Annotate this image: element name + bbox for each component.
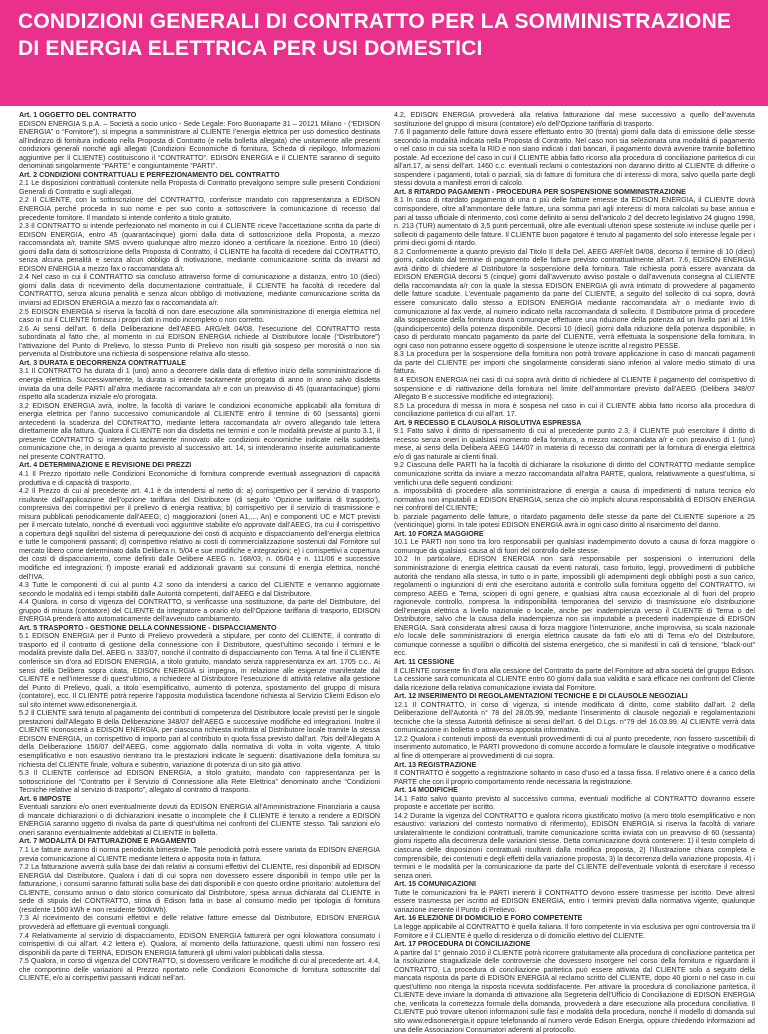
article-heading: Art. 17 PROCEDURA DI CONCILIAZIONE (394, 940, 531, 949)
document-title-line-1: CONDIZIONI GENERALI DI CONTRATTO PER LA SOMMINISTRAZIONE (18, 10, 732, 33)
document-title-line-2: DI ENERGIA ELETTRICA PER USI DOMESTICI (18, 37, 483, 60)
clause-paragraph: 2.2 Il CLIENTE, con la sottoscrizione del CONTRATTO, conferisce mandato con rappresentanza a EDISON ENERGIA perché proceda in suo nome e per suo conto a sottoscrivere la comunicazione di recesso dal precedente fornitore. Il mandato si intende conferito a titolo gratuito. (19, 196, 380, 222)
article-heading: Art. 16 ELEZIONE DI DOMICILIO E FORO COMPETENTE (394, 914, 583, 923)
clause-paragraph: 14.1 Fatto salvo quanto previsto al successivo comma, eventuali modifiche al CONTRATTO dovranno essere proposte e accettate per iscritto. (394, 794, 755, 812)
clause-paragraph: 4.2 Il Prezzo di cui al precedente art. 4.1 è da intendersi al netto di: a) corrispettivo per il servizio di trasporto risultante dall’applicazione dell’opzione tariffaria del Distributore (di seguito ‘Opzione tariffaria di trasporto’), comprensiva dei corrispettivi per il prelievo di energia reattiva; b) corrispettivo per il servizio di trasmissione e misura pubblicati periodicamente dall’AEEG; c) maggiorazioni (oneri A1,..., An) e componenti UC e MCT previsti per il mercato tutelato, nonché di eventuali voci aggiuntive stabilite e/o approvate dall’AEEG, tra cui il corrispettivo a copertura degli squilibri del sistema di perequazione dei costi di acquisto e dispacciamento dell’energia elettrica e tutte le componenti passanti; d) corrispettivo relativo ai costi di commercializzazione sostenuti dal Fornitore sul mercato libero come determinato dalla Delibera n. 5/04 e sue modifiche e integrazioni; e) i corrispettivi a copertura dei costi di dispacciamento, come definiti dalle Delibere AEEG n. 168/03, n. 05/04 e n. 111/06 e successive modifiche ed integrazioni; f) imposte erariali ed addizionali gravanti sui consumi di energia elettrica, nonché dell’IVA. (19, 487, 380, 581)
clause-paragraph: 7.5 Qualora, in corso di vigenza del CONTRATTO, si dovessero verificare le modifiche di cui al precedente art. 4.4, che comportino delle variazioni al Prezzo riportato nelle Condizioni Economiche di fornitura sottoscritte dal CLIENTE, e/o ai corrispettivi passanti indicati nell’art. (19, 957, 380, 983)
clause-paragraph: 8.5 La procedura di messa in mora è sospesa nel caso in cui il CLIENTE abbia fatto ricorso alla procedura di conciliazione paritetica di cui all’art. 17. (394, 401, 755, 419)
clause-paragraph: 5.1 EDISON ENERGIA per il Punto di Prelievo provvederà a stipulare, per conto del CLIENTE, il contratto di trasporto ed il contratto di gestione della connessione con il Distributore, quest’ultimo secondo i termini e le modalità previste dalla Del. AEEG n. 333/07, nonché il contratto di dispacciamento con Terna. A tal fine il CLIENTE conferisce sin d’ora ad EDISON ENERGIA, a titolo gratuito, mandato senza rappresentanza ex art. 1705 c.c.. Ai sensi della Delibera sopra citata, EDISON ENERGIA si impegna, in relazione alle esigenze manifestate dal CLIENTE e nell’interesse di quest’ultimo, a richiedere al Distributore l’esecuzione di attività relative alla gestione del Punto di Prelievo, quali, a titolo esemplificativo, aumento di potenza, spostamento del gruppo di misura (contatore), ecc. Il CLIENTE potrà reperire l’apposita modulistica facendone richiesta al Servizio Clienti Edison e/o sul sito internet www.edisonenergia.it. (19, 632, 380, 709)
clause-paragraph: a. impossibilità di procedere alla somministrazione di energia a causa di impedimenti di natura tecnica e/o normativa non imputabili a EDISON ENERGIA, senza che ciò implichi alcuna responsabilità di EDISON ENERGIA nei confronti del CLIENTE; (394, 487, 755, 513)
clause-paragraph: 7.6 Il pagamento delle fatture dovrà essere effettuato entro 30 (trenta) giorni dalla data di emissione delle stesse secondo la modalità indicata nella Proposta di Contratto. Nel caso non sia selezionata una modalità di pagamento o nel caso in cui sia scelta la RID e non siano indicati i dati bancari, il pagamento dovrà avvenire tramite bollettino postale. Ad eccezione del caso in cui il CLIENTE abbia fatto ricorso alla procedura di conciliazione paritetica di cui all’art.17, ai sensi dell’art. 1460 c.c. eventuali reclami o contestazioni non daranno diritto al CLIENTE di differire o sospendere i pagamenti, totali o parziali, sia di fatture di fornitura che di interessi di mora, salvo quella parte degli stessi dovuta a manifesti errori di calcolo. (394, 128, 755, 188)
article-heading: Art. 4 DETERMINAZIONE E REVISIONE DEI PREZZI (19, 461, 192, 470)
clause-paragraph: 2.5 EDISON ENERGIA si riserva la facoltà di non dare esecuzione alla somministrazione di energia elettrica nel caso in cui il CLIENTE fornisca i propri dati in modo incompleto o non corretto. (19, 307, 380, 325)
clause-paragraph: b. parziale pagamento delle fatture, o ritardato pagamento delle stesse da parte del CLIENTE superiore a 25 (venticinque) giorni. In tale ipotesi EDISON ENERGIA avrà in ogni caso diritto al risarcimento del danno. (394, 512, 755, 530)
clause-paragraph: 7.2 La fatturazione avverrà sulla base dei dati relativi ai consumi effettivi del CLIENTE, resi disponibili ad EDISON ENERGIA dal Distributore. Qualora i dati di cui sopra non dovessero essere disponibili in tempo utile per la fatturazione, i consumi saranno fatturati sulla base dei dati disponibili e con questo ordine prioritario: autolettura del CLIENTE, consumo annuo o dato storico comunicato dal Distributore, spesa annua dichiarata dal CLIENTE in sede di stipula del CONTRATTO, stima di Edison fatta in base al consumo medio per tipologia di fornitura (residente 1500 kWh e non residente 500kWh). (19, 863, 380, 914)
article-heading: Art. 8 RITARDO PAGAMENTI - PROCEDURA PER SOSPENSIONE SOMMINISTRAZIONE (394, 187, 686, 196)
article-heading: Art. 15 COMUNICAZIONI (394, 880, 476, 889)
clause-paragraph: 9.2 Ciascuna delle PARTI ha la facoltà di dichiarare la risoluzione di diritto del CONTRATTO mediante semplice comunicazione scritta da inviare a mezzo raccomandata all’altra PARTE, qualora, relativamente a quest’ultima, si verifichi una delle seguenti condizioni: (394, 461, 755, 487)
clause-paragraph: 10.2 In particolare, EDISON ENERGIA non sarà responsabile per sospensioni o interruzioni della somministrazione di energia elettrica causati da eventi naturali, caso fortuito, leggi, provvedimenti di pubbliche autorità che rendano alla stessa, in tutto o in parte, impossibili gli adempimenti degli obblighi posti a suo carico, regolamenti o ingiunzioni di enti che esercitano autorità e controllo sulla fornitura oggetto del CONTRATTO, ivi compreso AEEG e Terna, scioperi di ogni genere, e qualsiasi altra causa eccezionale al di fuori del proprio ragionevole controllo, compresa la indisponibilità temporanea del servizio di trasmissione e/o distribuzione dell’energia elettrica a livello nazionale o locale, anche per inadempienza verso il CLIENTE di Terna o del Distributore, salvo che la causa della inadempienza non sia imputabile a precedenti inadempienze di EDISON ENERGIA. Sarà considerata altresì causa di forza maggiore l’interruzione, anche improvvisa, su scala nazionale e/o locale delle somministrazioni di energia elettrica causate da fatti e/o atti di Terna e/o del Distributore, comunque connesse a squilibri o difficoltà del sistema energetico, che si manifesti in cali di tensione, “black-out” ecc. (394, 555, 755, 658)
clause-paragraph: 7.3 Al ricevimento dei consumi effettivi e delle relative fatture emesse dal Distributore, EDISON ENERGIA provvederà ad effettuare gli eventuali conguagli. (19, 914, 380, 931)
article-heading: Art. 1 OGGETTO DEL CONTRATTO (19, 111, 137, 119)
article-heading: Art. 5 TRASPORTO - GESTIONE DELLA CONNESSIONE - DISPACCIAMENTO (19, 623, 277, 632)
article-heading: Art. 9 RECESSO E CLAUSOLA RISOLUTIVA ESPRESSA (394, 418, 582, 427)
article-heading: Art. 3 DURATA E DECORRENZA CONTRATTUALE (19, 358, 186, 367)
clause-paragraph: 12.2 Qualora i contenuti imposti da eventuali provvedimenti di cui al punto precedente, non fossero suscettibili di inserimento automatico, le PARTI provvedono di comune accordo a formulare le clausole integrative o modificative al fine di ottemperare ai provvedimenti di cui sopra. (394, 734, 755, 761)
clause-paragraph: 8.4 EDISON ENERGIA nei casi di cui sopra avrà diritto di richiedere al CLIENTE il pagamento del corrispettivo di sospensione e di riattivazione della fornitura nel limite dell’ammontare previsto dall’AEEG (Delibera 348/07 Allegato B e successive modifiche ed integrazioni). (394, 375, 755, 402)
clause-paragraph: Il CLIENTE consente fin d’ora alla cessione del Contratto da parte del Fornitore ad altra società del gruppo Edison. La cessione sarà comunicata al CLIENTE entro 60 giorni dalla sua validità e sarà efficace nei confronti del Cliente dalla ricezione della relativa comunicazione inviata dal Fornitore. (394, 666, 755, 692)
clause-paragraph: 12.1 Il CONTRATTO, in corso di vigenza, si intende modificato di diritto, come stabilito dall’art. 2 della Deliberazione dell’Autorità n° 78 del 28.05.99, mediante l’inserimento di clausole negoziali e regolamentazioni tecniche che la stessa Autorità definisce ai sensi dell’art. 6 del D.Lgs. n°79 del 16.03.99. Al CLIENTE verrà data comunicazione in bolletta o attraverso apposita informativa. (394, 700, 755, 735)
clause-paragraph: 2.4 Nel caso in cui il CONTRATTO sia concluso attraverso forme di comunicazione a distanza, entro 10 (dieci) giorni dalla data di ricevimento della documentazione contrattuale, il CLIENTE ha facoltà di recedere dal CONTRATTO, senza alcuna penalità e senza alcun obbligo di motivazione, mediante comunicazione scritta da inviarsi ad EDISON ENERGIA a mezzo fax o raccomandata a/r. (19, 273, 380, 308)
clause-paragraph: 4.2, EDISON ENERGIA provvederà alla relativa fatturazione dal mese successivo a quello dell’avvenuta sostituzione del gruppo di misura (contatore) e/o dell’Opzione tariffaria di trasporto. (394, 111, 755, 128)
clause-paragraph: 2.6 Ai sensi dell’art. 6 della Deliberazione dell’AEEG ARG/elt 04/08, l’esecuzione del CONTRATTO resta subordinata al fatto che, al momento in cui EDISON ENERGIA richiede al Distributore locale (“Distributore”) l’attivazione del Punto di Prelievo, lo stesso Punto di Prelievo non risulti già sospeso per morosità o non sia pervenuta al Distributore una richiesta di sospensione relativa allo stesso. (19, 324, 380, 359)
clause-paragraph: 8.3 La procedura per la sospensione della fornitura non potrà trovare applicazione in caso di mancati pagamenti da parte del CLIENTE per importi che singolarmente considerati siano inferiori al valore medio stimato di una fattura. (394, 350, 755, 376)
clause-paragraph: EDISON ENERGIA S.p.A. – Società a socio unico - Sede Legale: Foro Buonaparte 31 – 20121 Milano - (“EDISON ENERGIA” o “Fornitore”), si impegna a somministrare al CLIENTE l’energia elettrica per uso domestico destinata all’indirizzo di fornitura indicato nella Proposta di Contratto (e nella bolletta allegata) che unitamente alle presenti condizioni generali nonché agli allegati (Condizioni Economiche di fornitura, Scheda di riepilogo, Informazioni aggiuntive per il CLIENTE) costituiscono il “CONTRATTO”. EDISON ENERGIA e il CLIENTE saranno di seguito denominati singolarmente “PARTE” e congiuntamente “PARTI”. (19, 119, 380, 171)
article-heading: Art. 11 CESSIONE (394, 658, 455, 666)
article-heading: Art. 7 MODALITÀ DI FATTURAZIONE E PAGAMENTO (19, 837, 196, 846)
article-heading: Art. 12 INSERIMENTO DI REGOLAMENTAZIONI TECNICHE E DI CLAUSOLE NEGOZIALI (394, 692, 688, 701)
clause-paragraph: 8.1 In caso di ritardato pagamento di una o più delle fatture emesse da EDISON ENERGIA, il CLIENTE dovrà corrispondere, oltre all’ammontare delle fatture, una somma pari agli interessi di mora calcolati su base annua e pari al tasso ufficiale di riferimento, così come definito ai sensi dell’articolo 2 del decreto legislativo 24 giugno 1998, n. 213 (TUR) aumentato di 3,5 punti percentuali, oltre alle eventuali ulteriori spese sostenute ivi incluse quelle per i solleciti di pagamento delle fatture. Il CLIENTE buon pagatore è tenuto al pagamento del solo interesse legale per i primi dieci giorni di ritardo. (394, 196, 755, 248)
header-banner (0, 0, 768, 106)
article-heading: Art. 13 REGISTRAZIONE (394, 760, 477, 769)
clause-paragraph: 4.4 Qualora, in corso di vigenza del CONTRATTO, si verificasse una sostituzione, da parte del Distributore, del gruppo di misura (contatore) del CLIENTE da integratore a orario e/o dell’Opzione tariffaria di trasporto, EDISON ENERGIA prenderà atto automaticamente dell’avvenuto cambiamento. (19, 598, 380, 624)
clause-paragraph: 2.1 Le disposizioni contrattuali contenute nella Proposta di Contratto prevalgono sempre sulle presenti Condizioni Generali di Contratto e sugli allegati. (19, 179, 380, 196)
article-heading: Art. 2 CONDIZIONI CONTRATTUALI E PERFEZIONAMENTO DEL CONTRATTO (19, 170, 280, 179)
clause-paragraph: La legge applicabile al CONTRATTO è quella italiana. Il foro competente in via esclusiva per ogni controversia tra il Fornitore e il CLIENTE è quello di residenza o di domicilio elettivo del CLIENTE. (394, 922, 755, 940)
clause-paragraph: 9.1 Fatto salvo il diritto di ripensamento di cui al precedente punto 2.3, il CLIENTE può esercitare il diritto di recesso senza oneri in qualsiasi momento della fornitura, a mezzo raccomandata a/r e con preavviso di 1 (uno) mese, ai sensi della Delibera AEEG 144/07 in materia di recesso dai contratti per la fornitura di energia elettrica e/o di gas naturale ai clienti finali. (394, 427, 755, 461)
clause-paragraph: 5.2 Il CLIENTE sarà tenuto al pagamento dei contributi di competenza del Distributore locale previsti per le singole prestazioni dall’Allegato B della Deliberazione 348/07 dell’AEEG e successive modifiche ed integrazioni. Inoltre il CLIENTE riconoscerà a EDISON ENERGIA, per ciascuna richiesta inoltrata al Distributore locale tramite la stessa EDISON ENERGIA, un corrispettivo di importo pari al contributo in quota fissa previsto dall’art. 7bis dell’Allegato A della Deliberazione 156/07 dell’AEEG, come aggiornato dalla normativa di volta in volta vigente. A titolo esemplificativo e non esaustivo rientrano tra le prestazioni indicate le seguenti: disattivazione della fornitura su richiesta del CLIENTE finale, voltura e subentro, variazione di potenza di un sito già attivo. (19, 709, 380, 769)
clause-paragraph: 4.3 Tutte le componenti di cui al punto 4.2 sono da intendersi a carico del CLIENTE e verranno aggiornate secondo le modalità ed i tempi stabiliti dalle Autorità competenti, dall’AEEG e dal Distributore. (19, 581, 380, 598)
clause-paragraph: Eventuali sanzioni e/o oneri eventualmente dovuti da EDISON ENERGIA all’Amministrazione Finanziaria a causa di mancate dichiarazioni o di dichiarazioni inesatte o incomplete che il CLIENTE è tenuto a rendere a EDISON ENERGIA saranno oggetto di rivalsa da parte di quest’ultima nei confronti del CLIENTE stesso. Tali sanzioni e/o oneri saranno eventualmente addebitati al CLIENTE in bolletta. (19, 803, 380, 837)
contract-body (0, 106, 768, 1034)
clause-paragraph: 3.1 Il CONTRATTO ha durata di 1 (uno) anno a decorrere dalla data di effettivo inizio della somministrazione di energia elettrica. Successivamente, la durata si intende tacitamente prorogata di anno in anno salvo disdetta inviata da una delle PARTI all’altra mediante raccomandata a/r e con un preavviso di 45 (quarantacinque) giorni rispetto alla scadenza iniziale e/o prorogata. (19, 367, 380, 402)
clause-paragraph: 7.4 Relativamente al servizio di dispacciamento, EDISON ENERGIA fatturerà per ogni kilowattora consumato i corrispettivi di cui all’art. 4.2 lettera e). Qualora, al momento della fatturazione, questi ultimi non fossero resi disponibili da parte di TERNA, EDISON ENERGIA fatturerà gli ultimi valori pubblicati dalla stessa. (19, 931, 380, 957)
clause-paragraph: 7.1 Le fatture avranno di norma periodicità bimestrale. Tale periodicità potrà essere variata da EDISON ENERGIA previa comunicazione al CLIENTE mediante lettera o apposita nota in fattura. (19, 846, 380, 863)
clause-paragraph: Tutte le comunicazioni fra le PARTI inerenti il CONTRATTO devono essere trasmesse per iscritto. Deve altresì essere trasmessa per iscritto ad EDISON ENERGIA, entro i termini previsti dalla normativa vigente, qualunque variazione inerente il Punto di Prelievo. (394, 888, 755, 914)
clause-paragraph: 10.1 Le PARTI non sono tra loro responsabili per qualsiasi inadempimento dovuto a causa di forza maggiore o comunque da qualsiasi causa al di fuori del controllo delle stesse. (394, 538, 755, 555)
clause-paragraph: 2.3 Il CONTRATTO si intende perfezionato nel momento in cui il CLIENTE riceve l’accettazione scritta da parte di EDISON ENERGIA, entro 45 (quarantacinque) giorni dalla data di sottoscrizione della Proposta, a mezzo raccomandata a/r, tramite SMS ovvero qualunque altro mezzo idoneo a certificare la ricezione. Entro 10 (dieci) giorni dalla data di sottoscrizione della Proposta di Contratto, il CLIENTE ha facoltà di recedere dal CONTRATTO, senza alcuna penalità e senza alcun obbligo di motivazione, mediante comunicazione scritta da inviarsi ad EDISON ENERGIA a mezzo fax o raccomandata a/r. (19, 222, 380, 273)
article-heading: Art. 14 MODIFICHE (394, 786, 458, 795)
clause-paragraph: 3.2 EDISON ENERGIA avrà, inoltre, la facoltà di variare le condizioni economiche applicabili alla fornitura di energia elettrica per l’anno successivo comunicandole al CLIENTE entro il termine di 60 (sessanta) giorni antecedenti la scadenza del CONTRATTO, mediante lettera raccomandata a/r ovvero allegando tale lettera direttamente alla fattura. Qualora il CLIENTE non dia disdetta nei termini e con le modalità previste al punto 3.1, il presente CONTRATTO si intenderà tacitamente rinnovato alle condizioni economiche indicate nella suddetta comunicazione che, in deroga a quanto previsto al successivo art. 14, si intenderanno inserite automaticamente nel presente CONTRATTO. (19, 401, 380, 461)
clause-paragraph: Il CONTRATTO è soggetto a registrazione soltanto in caso d’uso ed a tassa fissa. Il relativo onere è a carico della PARTE che con il proprio comportamento rende necessaria la registrazione. (394, 769, 755, 786)
right-column (394, 111, 755, 1034)
clause-paragraph: 4.1 Il Prezzo riportato nelle Condizioni Economiche di fornitura comprende eventuali assegnazioni di capacità produttiva e di capacità di trasporto. (19, 469, 380, 487)
left-column (19, 111, 380, 986)
clause-paragraph: 14.2 Durante la vigenza del CONTRATTO e qualora ricorra giustificato motivo (a mero titolo esemplificativo e non esaustivo: variazioni del contesto normativo di riferimento), EDISON ENERGIA si riserva la facoltà di variare unilateralmente le condizioni contrattuali, tramite comunicazione scritta inviata con un preavviso di 60 (sessanta) giorni rispetto alla decorrenza delle variazioni stesse. Detta comunicazione dovrà contenere: 1) il testo completo di ciascuna delle disposizioni contrattuali risultanti dalla modifica proposta, 2) l’illustrazione chiara completa e comprensibile, dei contenuti e degli effetti della variazione proposta, 3) la decorrenza della variazione proposta, 4) i termini e le modalità per la comunicazione da parte del CLIENTE dell’eventuale volontà di esercitare il recesso senza oneri. (394, 811, 755, 880)
clause-paragraph: 5.3 Il CLIENTE conferisce ad EDISON ENERGIA, a titolo gratuito, mandato con rappresentanza per la sottoscrizione del “Contratto per il Servizio di Connessione alla Rete Elettrica” denominato anche “Condizioni Tecniche relative al servizio di trasporto”, allegato al contratto di trasporto. (19, 769, 380, 795)
article-heading: Art. 10 FORZA MAGGIORE (394, 529, 484, 538)
article-heading: Art. 6 IMPOSTE (19, 794, 72, 803)
clause-paragraph: A partire dal 1° gennaio 2010 il CLIENTE potrà ricorrere gratuitamente alla procedura di conciliazione paritetica per la risoluzione stragiudiziale delle controversie che dovessero insorgere nel corso della fornitura e riguardanti il CONTRATTO. La procedura di conciliazione paritetica può essere attivata dal CLIENTE solo a seguito della mancata risposta da parte di EDISON ENERGIA al reclamo scritto del CLIENTE, dopo 40 giorni o nel caso in cui quest’ultimo non ritenga la risposta ricevuta soddisfacente. Per attivare la procedura di conciliazione paritetica, il CLIENTE deve inviare la domanda di attivazione alla Segreteria dell’Ufficio di Conciliazione di EDISON ENERGIA che, verificata la correttezza formale della domanda, provvederà a dare esecuzione alla procedura conciliativa. Il CLIENTE può trovare ulteriori informazioni sulle fasi e modalità della procedura, nonché il modello di domanda sul sito www.edisonenergia.it oppure telefonando al numero verde Edison Energia, oppure chiedendo informazioni ad una delle Associazioni Consumatori aderenti al protocollo. (394, 948, 755, 1034)
clause-paragraph: 8.2 Conformemente a quanto previsto dal Titolo II della Del. AEEG ARF/elt 04/08, decorso il termine di 10 (dieci) giorni, calcolato dal termine di pagamento delle fatture previsto contrattualmente all’art. 7.6, EDISON ENERGIA avrà diritto di chiedere al Distributore la sospensione della fornitura. Tale richiesta potrà essere avanzata da EDISON ENERGIA decorsi 5 (cinque) giorni dall’avvenuto avviso postale o dall’avvenuta consegna al CLIENTE della raccomandata a/r con la quale la stessa EDISON ENERGIA gli avrà intimato di provvedere al pagamento delle fatture scadute. L’eventuale pagamento da parte del CLIENTE, a seguito del sollecito di cui sopra, dovrà essere comunicato dallo stesso a EDISON ENERGIA mediante raccomandata a/r o mediante invio di comunicazione al fax verde, al numero indicato nella raccomandata di sollecito. Il Distributore prima di procedere alla sospensione della fornitura dovrà comunque effettuare una riduzione della potenza ad un livello pari al 15% (quindicipercento) della potenza disponibile. Decorsi 10 (dieci) giorni dalla riduzione della potenza disponibile, in caso di perdurato mancato pagamento da parte del CLIENTE, verrà effettuata la sospensione della fornitura. In ogni caso non potranno essere oggetto di sospensione le utenze iscritte al registro PESSE. (394, 247, 755, 350)
